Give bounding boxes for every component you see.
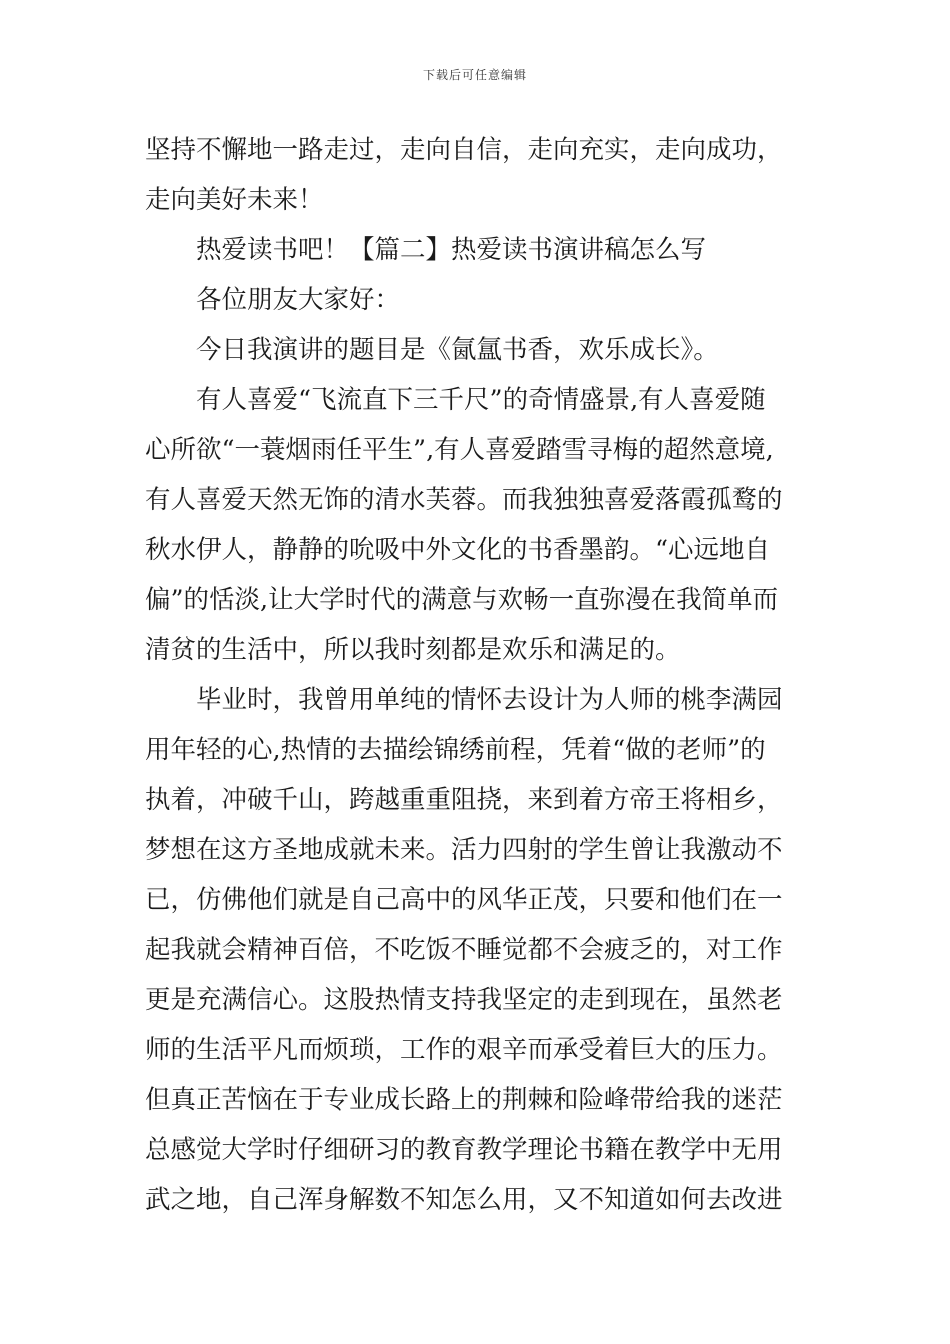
text-line-1: 坚持不懈地一路走过，走向自信，走向充实，走向成功， [145, 135, 783, 165]
section-title: 热爱读书吧！【篇二】热爱读书演讲稿怎么写 [196, 235, 707, 265]
document-body [145, 125, 817, 1225]
text-line-8: 有人喜爱天然无饰的清水芙蓉。而我独独喜爱落霞孤鹜的 [145, 485, 783, 515]
text-line-6: 有人喜爱“飞流直下三千尺”的奇情盛景,有人喜爱随 [196, 385, 766, 415]
text-line-15: 梦想在这方圣地成就未来。活力四射的学生曾让我激动不 [145, 835, 783, 865]
text-line-14: 执着，冲破千山，跨越重重阻挠，来到着方帝王将相乡， [145, 785, 783, 815]
text-line-22: 武之地，自己浑身解数不知怎么用，又不知道如何去改进 [145, 1185, 783, 1215]
text-line-20: 但真正苦恼在于专业成长路上的荆棘和险峰带给我的迷茫 [145, 1085, 783, 1115]
text-line-12: 毕业时，我曾用单纯的情怀去设计为人师的桃李满园 [196, 685, 783, 715]
text-line-13: 用年轻的心,热情的去描绘锦绣前程，凭着“做的老师”的 [145, 735, 766, 765]
page-header: 下载后可任意编辑 [422, 68, 527, 82]
text-line-9: 秋水伊人，静静的吮吸中外文化的书香墨韵。“心远地自 [145, 535, 771, 565]
text-line-10: 偏”的恬淡,让大学时代的满意与欢畅一直弥漫在我简单而 [145, 585, 779, 615]
text-line-17: 起我就会精神百倍，不吃饭不睡觉都不会疲乏的，对工作 [145, 935, 783, 965]
text-line-16: 已，仿佛他们就是自己高中的风华正茂，只要和他们在一 [145, 885, 783, 915]
text-line-11: 清贫的生活中，所以我时刻都是欢乐和满足的。 [145, 635, 681, 665]
text-line-18: 更是充满信心。这股热情支持我坚定的走到现在，虽然老 [145, 985, 783, 1015]
text-line-19: 师的生活平凡而烦琐，工作的艰辛而承受着巨大的压力。 [145, 1035, 783, 1065]
greeting: 各位朋友大家好： [196, 285, 401, 315]
text-line-21: 总感觉大学时仔细研习的教育教学理论书籍在教学中无用 [145, 1135, 783, 1165]
speech-topic: 今日我演讲的题目是《氤氲书香，欢乐成长》。 [196, 335, 719, 365]
text-line-2: 走向美好未来！ [145, 185, 324, 215]
text-line-7: 心所欲“一蓑烟雨任平生”,有人喜爱踏雪寻梅的超然意境, [145, 435, 774, 465]
